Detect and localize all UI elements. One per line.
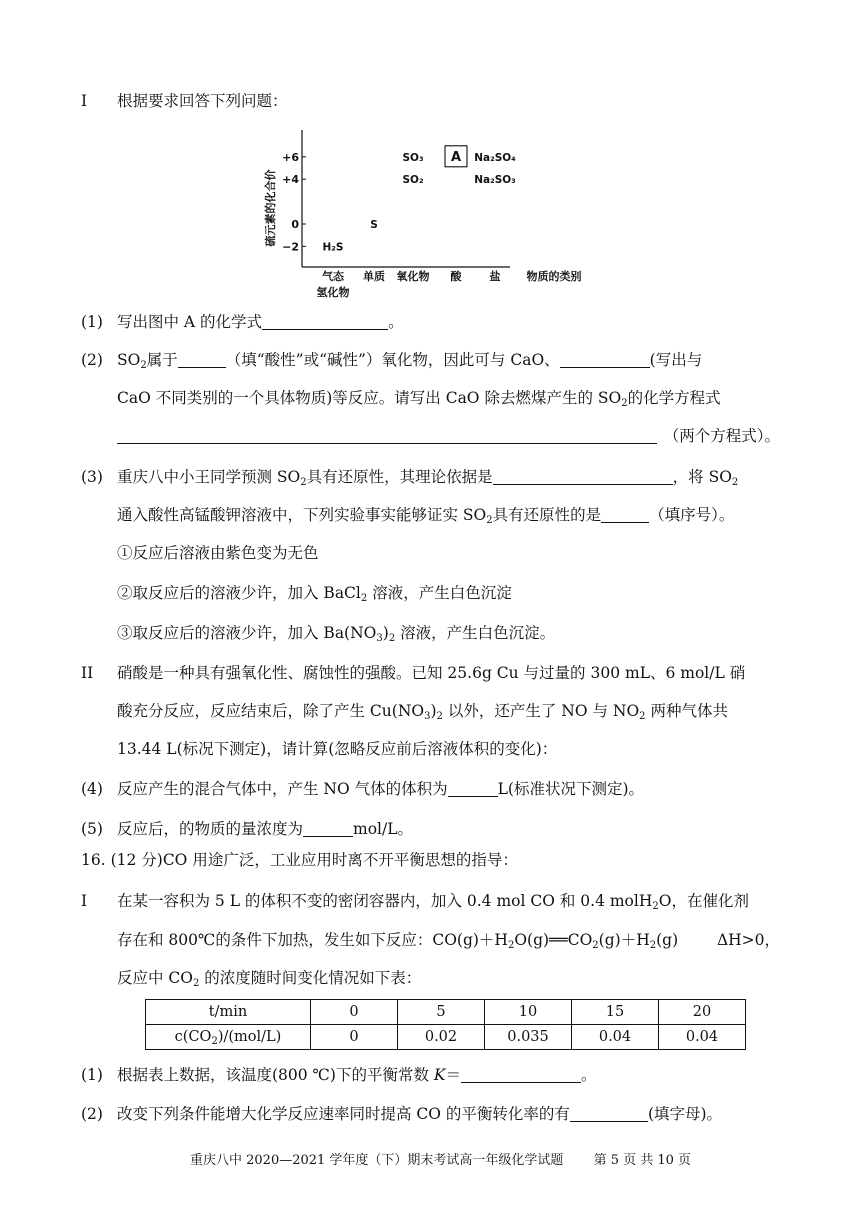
- x-category-label: 气态: [322, 270, 344, 283]
- substance-point-label: SO₃: [402, 151, 424, 164]
- delta-h-text: ΔH>0，: [716, 931, 780, 949]
- paragraph-text: 两种气体共: [645, 702, 728, 720]
- page-number: 第 5 页 共 10 页: [593, 1153, 692, 1168]
- question-number: (2): [81, 1105, 103, 1123]
- substance-point-label: S: [370, 219, 378, 231]
- question-text: (填字母)。: [647, 1105, 723, 1123]
- answer-blank[interactable]: [448, 780, 498, 797]
- subscript: 2: [731, 477, 739, 488]
- question-text: 反应后，的物质的量浓度为: [117, 820, 304, 838]
- subscript: 2: [486, 515, 493, 526]
- question-text: 具有还原性，其理论依据是: [306, 468, 493, 486]
- question-text-end: 。: [388, 313, 404, 331]
- substance-point-label: SO₂: [402, 174, 424, 187]
- question-text: ，将 SO: [672, 468, 732, 486]
- table-row: [146, 1000, 746, 1025]
- part-2-line-3: [0, 738, 860, 760]
- y-tick-label: 0: [291, 218, 299, 231]
- k-symbol: K: [433, 1066, 446, 1084]
- question-text: 重庆八中小王同学预测 SO: [117, 468, 301, 486]
- question-text: 写出图中 A 的化学式: [117, 313, 263, 331]
- question-text: L(标准状况下测定)。: [497, 780, 645, 798]
- paragraph-text: 反应中 CO: [117, 969, 193, 987]
- subscript: 2: [436, 711, 443, 722]
- table-header-cell: t/min: [146, 1000, 311, 1025]
- subscript: 2: [193, 978, 200, 989]
- part-numeral: II: [81, 664, 94, 682]
- part-numeral: I: [81, 892, 88, 910]
- table-cell: 0.02: [398, 1025, 485, 1050]
- sulfur-valence-chart: [262, 122, 602, 304]
- x-category-label-line2: 氢化物: [316, 286, 350, 299]
- table-cell: 0: [311, 1025, 398, 1050]
- answer-blank[interactable]: [178, 351, 226, 368]
- question-16-heading: [0, 849, 860, 871]
- y-tick-label: +4: [282, 173, 299, 187]
- question-text: 通入酸性高锰酸钾溶液中，下列实验事实能够证实 SO: [117, 506, 487, 524]
- question-16-2: [0, 1103, 860, 1125]
- question-text: 改变下列条件能增大化学反应速率同时提高 CO 的平衡转化率的有: [117, 1105, 570, 1123]
- paragraph-text: 酸充分反应，反应结束后，除了产生 Cu(NO: [117, 702, 425, 720]
- option-text: ①反应后溶液由紫色变为无色: [117, 544, 319, 562]
- question-16-text: 16. (12 分)CO 用途广泛，工业应用时离不开平衡思想的指导：: [81, 851, 518, 869]
- substance-point-label: Na₂SO₃: [474, 174, 516, 187]
- question-text: SO: [117, 351, 141, 369]
- part-1-heading: [0, 90, 860, 112]
- question-number: (4): [81, 780, 103, 798]
- question-2-line-1: [0, 349, 860, 371]
- option-3: [0, 622, 860, 644]
- question-text: ＝: [445, 1066, 461, 1084]
- answer-blank[interactable]: [601, 506, 649, 523]
- paragraph-text: 13.44 L(标况下测定)，请计算(忽略反应前后溶液体积的变化)：: [117, 740, 558, 758]
- page-footer: [190, 1149, 691, 1168]
- paragraph-text: (g)＋H: [598, 931, 650, 949]
- part-2-line-1: [0, 662, 860, 684]
- option-text: ③取反应后的溶液少许，加入 Ba(NO: [117, 624, 377, 642]
- paragraph-text: 在某一容积为 5 L 的体积不变的密闭容器内，加入 0.4 mol CO 和 0.4 molH: [117, 892, 653, 910]
- answer-blank[interactable]: [570, 1105, 648, 1122]
- question-16-1: [0, 1064, 860, 1086]
- x-category-label: 盐: [489, 270, 501, 283]
- question-number: (5): [81, 820, 103, 838]
- question-text: 。: [580, 1066, 597, 1084]
- question-2-line-3: [0, 425, 860, 447]
- table-cell: 0.04: [572, 1025, 659, 1050]
- paragraph-text: 硝酸是一种具有强氧化性、腐蚀性的强酸。已知 25.6g Cu 与过量的 300 mL、6 mol/L 硝: [117, 664, 746, 682]
- question-text: （填序号）。: [649, 506, 735, 524]
- table-cell: 0.035: [485, 1025, 572, 1050]
- subscript: 3: [424, 711, 431, 722]
- table-cell: 0.04: [659, 1025, 746, 1050]
- table-row: [146, 1025, 746, 1050]
- paragraph-text: (g): [656, 931, 679, 949]
- x-category-label: 单质: [363, 270, 385, 283]
- part-numeral: I: [81, 92, 88, 110]
- paragraph-text: 以外，还产生了 NO 与 NO: [442, 702, 640, 720]
- table-header-cell: 0: [311, 1000, 398, 1025]
- question-text: 反应产生的混合气体中，产生 NO 气体的体积为: [117, 780, 448, 798]
- question-text: 具有还原性的是: [492, 506, 602, 524]
- substance-point-label: Na₂SO₄: [474, 151, 516, 164]
- table-header-cell: 15: [572, 1000, 659, 1025]
- option-text: 溶液，产生白色沉淀。: [395, 624, 556, 642]
- question-text: 根据表上数据，该温度(800 ℃)下的平衡常数: [117, 1066, 434, 1084]
- equation-blank[interactable]: [117, 427, 657, 444]
- question-number: (3): [81, 468, 103, 486]
- chart-ylabel: 硫元素的化合价: [264, 169, 277, 247]
- question-3-line-2: [0, 504, 860, 526]
- subscript: 2: [507, 940, 515, 951]
- y-tick-label: +6: [282, 150, 299, 164]
- co2-concentration-table: [145, 999, 746, 1050]
- subscript: 2: [649, 940, 657, 951]
- option-text: ②取反应后的溶液少许，加入 BaCl: [117, 584, 361, 602]
- question-text: 属于: [146, 351, 178, 369]
- question-4: [0, 778, 860, 800]
- question-text: mol/L。: [353, 820, 414, 838]
- option-text: ): [382, 624, 389, 642]
- question-text: 的化学方程式: [627, 389, 721, 407]
- part-3-line-2: [0, 929, 860, 951]
- subscript: 3: [376, 633, 383, 644]
- answer-blank[interactable]: [493, 468, 673, 485]
- question-number: (1): [81, 313, 103, 331]
- question-2-line-2: [0, 387, 860, 409]
- question-text: （填“酸性”或“碱性”）氧化物，因此可与 CaO、: [225, 351, 560, 369]
- subscript: 2: [652, 901, 659, 912]
- question-5: [0, 818, 860, 840]
- subscript: 2: [360, 593, 368, 604]
- part-2-line-2: [0, 700, 860, 722]
- part-3-line-1: [0, 890, 860, 912]
- paragraph-text: 的浓度随时间变化情况如下表：: [199, 969, 422, 987]
- table-header-cell: 5: [398, 1000, 485, 1025]
- question-number: (2): [81, 351, 103, 369]
- subscript: 2: [621, 398, 628, 409]
- y-tick-label: −2: [282, 240, 299, 254]
- paragraph-text: O(g)══CO: [514, 931, 593, 949]
- question-text: CaO 不同类别的一个具体物质)等反应。请写出 CaO 除去燃煤产生的 SO: [117, 389, 622, 407]
- subscript: 2: [140, 360, 147, 371]
- option-2: [0, 582, 860, 604]
- footer-title: 重庆八中 2020—2021 学年度（下）期末考试高一年级化学试题: [190, 1153, 564, 1168]
- answer-blank[interactable]: [303, 820, 353, 837]
- subscript: 2: [300, 477, 307, 488]
- paragraph-text: O，在催化剂: [658, 892, 749, 910]
- chart-xlabel: 物质的类别: [526, 270, 582, 283]
- substance-point-label: A: [450, 149, 462, 165]
- question-number: (1): [81, 1066, 103, 1084]
- part-3-line-3: [0, 967, 860, 989]
- paragraph-text: ): [430, 702, 437, 720]
- x-category-label: 酸: [450, 270, 462, 283]
- question-text: (写出与: [649, 351, 703, 369]
- table-header-cell: 10: [485, 1000, 572, 1025]
- x-category-label: 氧化物: [396, 270, 430, 283]
- question-1: [0, 311, 860, 333]
- question-text: （两个方程式）。: [663, 427, 780, 445]
- option-text: 溶液，产生白色沉淀: [367, 584, 512, 602]
- subscript: 2: [639, 711, 646, 722]
- answer-blank[interactable]: [262, 313, 388, 330]
- subscript: 2: [388, 633, 396, 644]
- option-1: [0, 542, 860, 564]
- table-header-cell: 20: [659, 1000, 746, 1025]
- table-row-label: $c(CO_2)/(mol/L)$: [146, 1025, 311, 1050]
- answer-blank[interactable]: [461, 1066, 581, 1083]
- answer-blank[interactable]: [560, 351, 650, 368]
- part-1-text: 根据要求回答下列问题：: [117, 92, 288, 110]
- paragraph-text: 存在和 800℃的条件下加热，发生如下反应：CO(g)＋H: [117, 931, 508, 949]
- subscript: 2: [592, 940, 599, 951]
- question-3-line-1: [0, 466, 860, 488]
- substance-point-label: H₂S: [322, 241, 344, 254]
